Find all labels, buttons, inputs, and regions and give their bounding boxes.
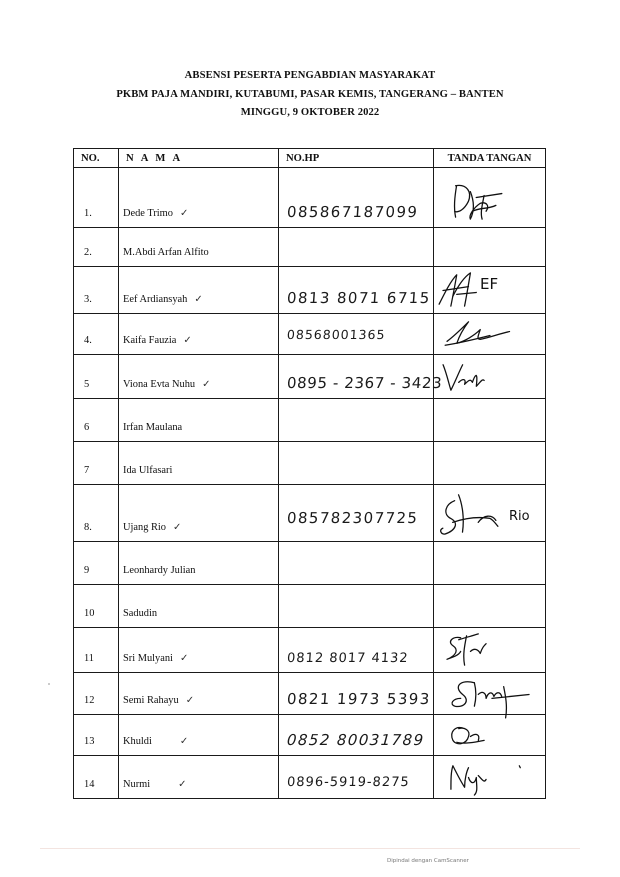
row-number: 12 [74,673,119,715]
signature-icon [434,168,546,227]
phone-number: 0812 8017 4132 [286,651,410,666]
row-number: 6 [74,399,119,442]
row-name-cell [119,542,279,585]
table-row [74,485,546,542]
scan-edge-line [40,848,580,849]
participant-name: Dede Trimo [123,208,173,219]
phone-cell [279,267,434,314]
signature-cell [434,267,546,314]
signature-icon [434,756,546,798]
phone-number: 085782307725 [286,509,419,527]
signature-cell [434,442,546,485]
scan-speck [48,683,50,685]
table-row [74,314,546,355]
row-number: 7 [74,442,119,485]
signature-cell [434,355,546,399]
signature-icon [434,673,546,714]
phone-cell [279,542,434,585]
row-name-cell [119,168,279,228]
row-number: 9 [74,542,119,585]
participant-name: M.Abdi Arfan Alfito [123,247,209,258]
row-name-cell [119,673,279,715]
table-row [74,399,546,442]
row-number: 1. [74,168,119,228]
check-mark-icon: ✓ [179,653,189,664]
title-line-1: ABSENSI PESERTA PENGABDIAN MASYARAKAT [184,70,436,81]
row-name-cell [119,442,279,485]
signature-cell [434,756,546,799]
participant-name: Sri Mulyani [123,653,173,664]
row-name-cell [119,228,279,267]
signature-cell [434,399,546,442]
phone-cell [279,399,434,442]
phone-cell [279,228,434,267]
table-row [74,756,546,799]
row-number: 5 [74,355,119,399]
row-number: 13 [74,715,119,756]
title-line-3: MINGGU, 9 OKTOBER 2022 [240,107,380,118]
signature-cell [434,673,546,715]
table-row [74,267,546,314]
check-mark-icon: ✓ [179,208,189,219]
table-row [74,628,546,673]
participant-name: Kaifa Fauzia [123,335,177,346]
participant-name: Viona Evta Nuhu [123,379,196,390]
row-name-cell [119,355,279,399]
table-header-row [74,149,546,168]
participant-name: Khuldi [123,736,152,747]
participant-name: Semi Rahayu [123,695,179,706]
check-mark-icon: ✓ [179,736,189,747]
header-nama: N A M A [119,149,279,168]
check-mark-icon: ✓ [183,335,192,346]
row-number: 14 [74,756,119,799]
phone-cell [279,628,434,673]
row-name-cell [119,585,279,628]
signature-cell [434,715,546,756]
signature-cell [434,168,546,228]
check-mark-icon: ✓ [185,695,195,706]
phone-cell [279,715,434,756]
row-name-cell [119,267,279,314]
signature-cell [434,228,546,267]
table-row [74,542,546,585]
table-row [74,442,546,485]
table-row [74,168,546,228]
signature-icon [434,715,546,755]
table-row [74,228,546,267]
table-row [74,715,546,756]
signature-icon [434,628,546,672]
row-name-cell [119,314,279,355]
signature-text: Rio [509,509,530,524]
signature-icon [434,314,546,354]
phone-number: 0896-5919-8275 [286,775,411,790]
table-row [74,585,546,628]
header-tanda-tangan: TANDA TANGAN [434,149,546,168]
signature-cell [434,542,546,585]
phone-cell [279,355,443,399]
signature-cell [434,314,546,355]
phone-number: 085867187099 [286,203,419,221]
phone-number: 0821 1973 5393 [286,690,432,708]
phone-number: 0852 80031789 [286,731,426,749]
document-header [0,67,620,123]
row-name-cell [119,399,279,442]
phone-number: 0895 - 2367 - 3423 [286,374,443,392]
table-row [74,673,546,715]
title-line-2: PKBM PAJA MANDIRI, KUTABUMI, PASAR KEMIS, TANGERANG – BANTEN [116,88,504,100]
check-mark-icon: ✓ [194,294,203,305]
phone-cell [279,314,434,355]
participant-name: Nurmi [123,779,151,790]
row-number: 8. [74,485,119,542]
phone-number: 0813 8071 6715 [286,289,432,307]
signature-cell [434,585,546,628]
phone-cell [279,673,434,715]
check-mark-icon: ✓ [202,379,211,390]
row-number: 11 [74,628,119,673]
participant-name: Ida Ulfasari [123,465,173,476]
header-no: NO. [74,149,119,168]
signature-cell [434,628,546,673]
participant-name: Sadudin [123,608,158,619]
participant-name: Irfan Maulana [123,422,183,433]
phone-number: 08568001365 [286,327,387,342]
signature-icon [434,355,546,398]
phone-cell [279,756,434,799]
header-hp: NO.HP [279,149,434,168]
row-name-cell [119,628,279,673]
phone-cell [279,585,434,628]
row-number: 4. [74,314,119,355]
signature-cell [434,485,546,542]
row-number: 10 [74,585,119,628]
table-row [74,355,546,399]
signature-text: EF [480,275,499,293]
participant-name: Ujang Rio [123,522,167,533]
participant-name: Eef Ardiansyah [123,294,188,305]
row-name-cell [119,715,279,756]
row-number: 2. [74,228,119,267]
check-mark-icon: ✓ [173,522,182,533]
row-name-cell [119,485,279,542]
row-number: 3. [74,267,119,314]
check-mark-icon: ✓ [178,779,187,790]
phone-cell [279,442,434,485]
attendance-table [73,148,546,799]
row-name-cell [119,756,279,799]
participant-name: Leonhardy Julian [123,565,196,576]
phone-cell [279,168,434,228]
phone-cell [279,485,434,542]
scanner-watermark: Dipindai dengan CamScanner [387,858,469,864]
